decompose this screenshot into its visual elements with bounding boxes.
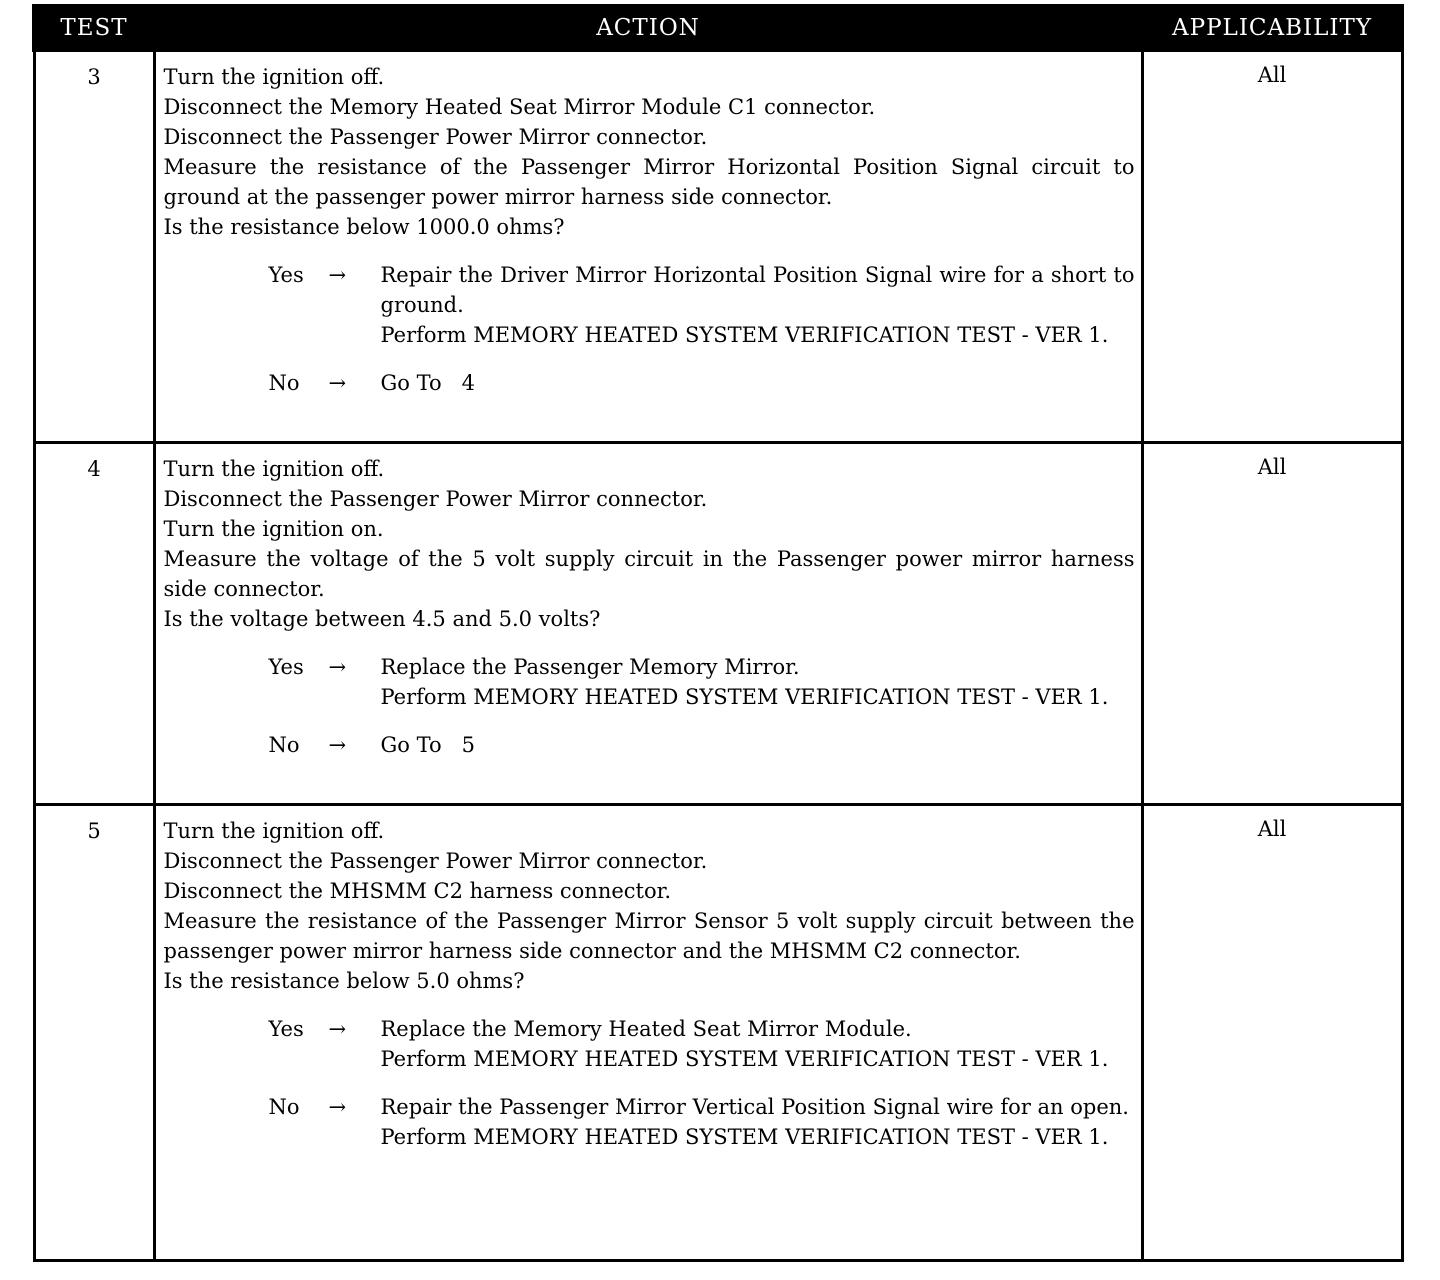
- no-result: [164, 368, 1135, 398]
- no-label: No: [268, 732, 300, 757]
- no-instructions: [381, 1092, 1135, 1152]
- no-instructions: [381, 368, 1135, 398]
- instruction-line: Perform MEMORY HEATED SYSTEM VERIFICATION TEST - VER 1.: [380, 1124, 1109, 1149]
- arrow-icon: →: [328, 732, 347, 757]
- arrow-icon: →: [328, 1094, 347, 1119]
- instruction-line: Repair the Driver Mirror Horizontal Position Signal wire for a short to ground.: [380, 263, 1135, 317]
- applicability-value: All: [1142, 442, 1402, 804]
- action-cell: [154, 804, 1142, 1260]
- instruction-line: Replace the Memory Heated Seat Mirror Module.: [380, 1016, 912, 1041]
- yes-result: [164, 1014, 1135, 1074]
- table-header-row: [34, 6, 1402, 50]
- no-result: [164, 1092, 1135, 1152]
- arrow-icon: →: [328, 654, 347, 679]
- no-instructions: [381, 730, 1135, 760]
- instruction-line: Go To 4: [380, 371, 475, 395]
- action-step: Turn the ignition off.: [163, 818, 385, 843]
- header-action: ACTION: [154, 6, 1142, 50]
- arrow-icon: →: [328, 371, 347, 395]
- yes-label: Yes: [268, 263, 304, 287]
- instruction-line: Go To 5: [380, 732, 475, 757]
- action-step: Disconnect the MHSMM C2 harness connector.: [163, 878, 672, 903]
- yes-instructions: [381, 652, 1135, 712]
- yes-result: [164, 260, 1135, 350]
- applicability-value: All: [1142, 804, 1402, 1260]
- action-step: Is the voltage between 4.5 and 5.0 volts?: [163, 606, 601, 631]
- yes-instructions: [381, 260, 1135, 350]
- instruction-line: Replace the Passenger Memory Mirror.: [380, 654, 800, 679]
- yes-result: [164, 652, 1135, 712]
- table-row: [34, 50, 1402, 442]
- instruction-line: Perform MEMORY HEATED SYSTEM VERIFICATION TEST - VER 1.: [380, 1046, 1109, 1071]
- no-label: No: [268, 1094, 300, 1119]
- action-step: Turn the ignition on.: [163, 516, 384, 541]
- action-step: Turn the ignition off.: [163, 65, 385, 89]
- action-step: Measure the resistance of the Passenger Mirror Horizontal Position Signal circuit to ground at the passenger power mirror harness side connector.: [163, 155, 1135, 209]
- diagnostic-test-table: [32, 4, 1404, 1262]
- header-test: TEST: [34, 6, 154, 50]
- action-step: Disconnect the Passenger Power Mirror connector.: [163, 848, 708, 873]
- no-result: [164, 730, 1135, 760]
- action-step: Is the resistance below 1000.0 ohms?: [163, 215, 565, 239]
- instruction-line: Perform MEMORY HEATED SYSTEM VERIFICATION TEST - VER 1.: [380, 684, 1109, 709]
- action-step: Measure the resistance of the Passenger Mirror Sensor 5 volt supply circuit between the passenger power mirror harness side connector and the MHSMM C2 connector.: [163, 908, 1135, 963]
- action-step: Disconnect the Passenger Power Mirror connector.: [163, 486, 708, 511]
- instruction-line: Repair the Passenger Mirror Vertical Position Signal wire for an open.: [380, 1094, 1129, 1119]
- action-step: Disconnect the Memory Heated Seat Mirror Module C1 connector.: [163, 95, 876, 119]
- table-row: [34, 804, 1402, 1260]
- yes-instructions: [381, 1014, 1135, 1074]
- no-label: No: [268, 371, 300, 395]
- action-cell: [154, 50, 1142, 442]
- test-number: 5: [34, 804, 154, 1260]
- test-number: 3: [34, 50, 154, 442]
- arrow-icon: →: [328, 1016, 347, 1041]
- table-row: [34, 442, 1402, 804]
- action-step: Turn the ignition off.: [163, 456, 385, 481]
- action-step: Measure the voltage of the 5 volt supply circuit in the Passenger power mirror harness side connector.: [163, 546, 1135, 601]
- arrow-icon: →: [328, 263, 347, 287]
- yes-label: Yes: [268, 1016, 304, 1041]
- test-number: 4: [34, 442, 154, 804]
- action-step: Disconnect the Passenger Power Mirror connector.: [163, 125, 708, 149]
- action-step: Is the resistance below 5.0 ohms?: [163, 968, 525, 993]
- header-applicability: APPLICABILITY: [1142, 6, 1402, 50]
- instruction-line: Perform MEMORY HEATED SYSTEM VERIFICATION TEST - VER 1.: [380, 323, 1109, 347]
- yes-label: Yes: [268, 654, 304, 679]
- diagnostic-table-container: [32, 4, 1400, 1254]
- applicability-value: All: [1142, 50, 1402, 442]
- action-cell: [154, 442, 1142, 804]
